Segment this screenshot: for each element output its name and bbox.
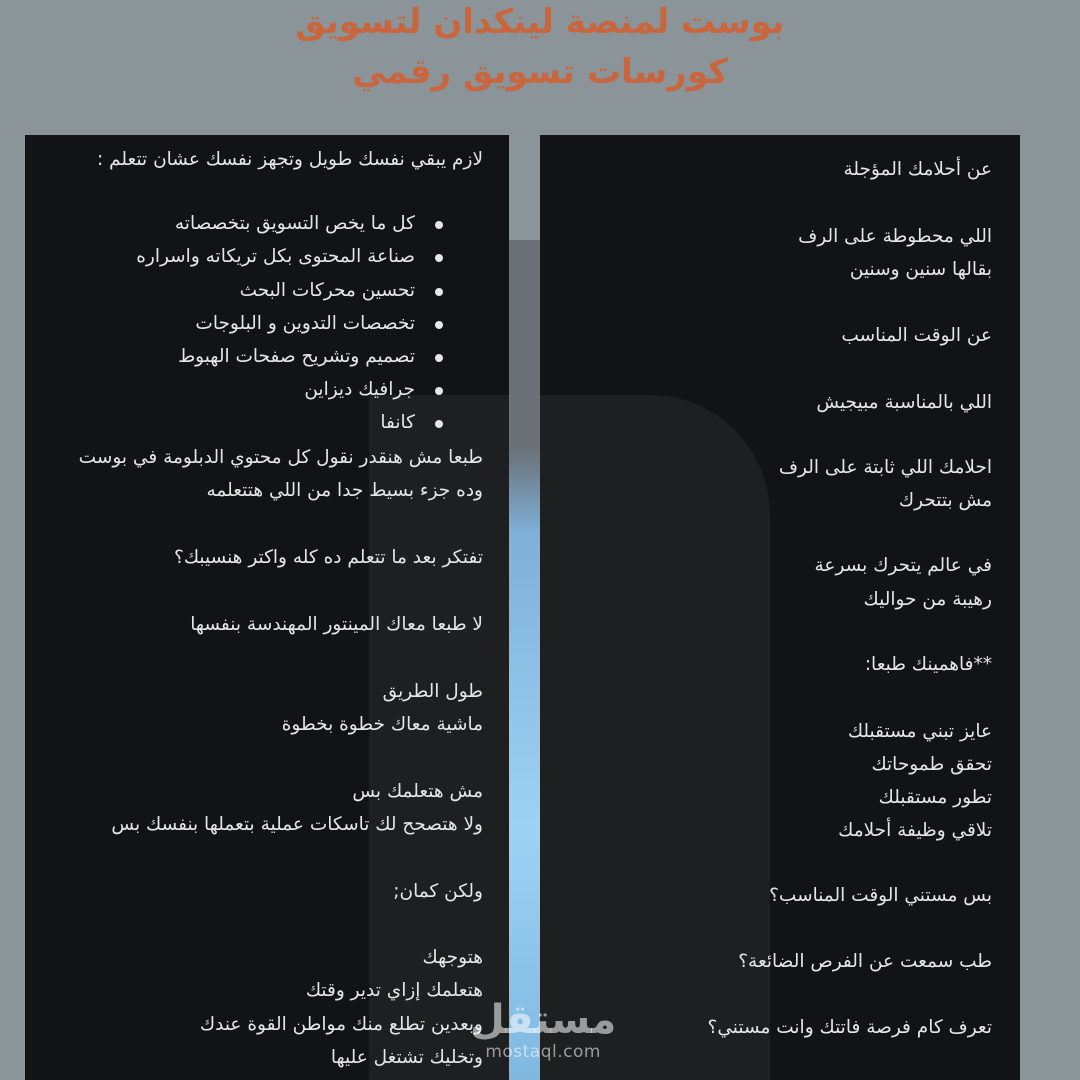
right-line: بس مستني الوقت المناسب؟ bbox=[769, 885, 992, 906]
linkedin-watermark-glow bbox=[509, 240, 540, 1080]
mostaql-latin-wordmark: mostaql.com bbox=[485, 1042, 601, 1062]
left-line: مش هتعلمك بس bbox=[352, 781, 483, 802]
left-line: هتوجهك bbox=[422, 947, 483, 968]
left-line: طبعا مش هنقدر نقول كل محتوي الدبلومة في بوست bbox=[78, 447, 483, 468]
right-line: تحقق طموحاتك bbox=[871, 754, 992, 775]
right-line: اللي بالمناسبة مبيجيش bbox=[816, 392, 992, 413]
bullet-item: صناعة المحتوى بكل تريكاته واسراره bbox=[136, 244, 415, 270]
right-line: احلامك اللي ثابتة على الرف bbox=[778, 457, 992, 478]
right-line: طب سمعت عن الفرص الضائعة؟ bbox=[738, 951, 992, 972]
mostaql-arabic-wordmark: مستقل bbox=[470, 997, 617, 1043]
right-line: بقالها سنين وسنين bbox=[849, 259, 992, 280]
left-line: لا طبعا معاك المينتور المهندسة بنفسها bbox=[190, 614, 483, 635]
right-line: **فاهمينك طبعا: bbox=[864, 654, 992, 675]
bullet-item: تحسين محركات البحث bbox=[240, 278, 415, 304]
left-line: ولكن كمان; bbox=[393, 881, 483, 902]
page-title-line-1: بوست لمنصة لينكدان لتسويق bbox=[295, 2, 785, 42]
left-line: وتخليك تشتغل عليها bbox=[330, 1047, 483, 1068]
left-line: ماشية معاك خطوة بخطوة bbox=[281, 714, 483, 735]
left-line: وبعدين تطلع منك مواطن القوة عندك bbox=[199, 1014, 483, 1035]
left-intro: لازم يبقي نفسك طويل وتجهز نفسك عشان تتعلم : bbox=[97, 149, 483, 170]
bullet-item: كل ما يخص التسويق بتخصصاته bbox=[175, 211, 415, 237]
left-line: طول الطريق bbox=[382, 681, 483, 702]
bullet-item: تخصصات التدوين و البلوجات bbox=[195, 311, 415, 337]
right-line: تعرف كام فرصة فاتتك وانت مستني؟ bbox=[707, 1017, 992, 1038]
left-line: هتعلمك إزاي تدير وقتك bbox=[305, 980, 483, 1001]
mostaql-watermark-logo bbox=[470, 997, 617, 1062]
right-line: تلاقي وظيفة أحلامك bbox=[838, 820, 992, 841]
page-title-line-2: كورسات تسويق رقمي bbox=[352, 52, 728, 92]
right-line: في عالم يتحرك بسرعة bbox=[814, 555, 992, 576]
left-line: تفتكر بعد ما تتعلم ده كله واكتر هنسيبك؟ bbox=[174, 547, 483, 568]
bullet-item: تصميم وتشريح صفحات الهبوط bbox=[178, 344, 415, 370]
left-line: ولا هتصحح لك تاسكات عملية بتعملها بنفسك بس bbox=[111, 814, 483, 835]
right-line: تطور مستقبلك bbox=[878, 787, 992, 808]
bullet-item: جرافيك ديزاين bbox=[304, 377, 415, 403]
right-line: مش بتتحرك bbox=[898, 490, 992, 511]
right-line: اللي محطوطة على الرف bbox=[798, 226, 992, 247]
right-line: عن أحلامك المؤجلة bbox=[843, 159, 992, 180]
right-line: رهيبة من حواليك bbox=[863, 589, 992, 610]
bullet-item: كانفا bbox=[380, 410, 415, 436]
right-text-panel bbox=[540, 135, 1020, 1080]
right-line: عن الوقت المناسب bbox=[841, 325, 992, 346]
left-text-panel bbox=[25, 135, 509, 1080]
linkedin-letter-watermark bbox=[540, 395, 770, 1080]
right-line: عايز تبني مستقبلك bbox=[847, 721, 992, 742]
left-line: وده جزء بسيط جدا من اللي هتتعلمه bbox=[206, 480, 483, 501]
